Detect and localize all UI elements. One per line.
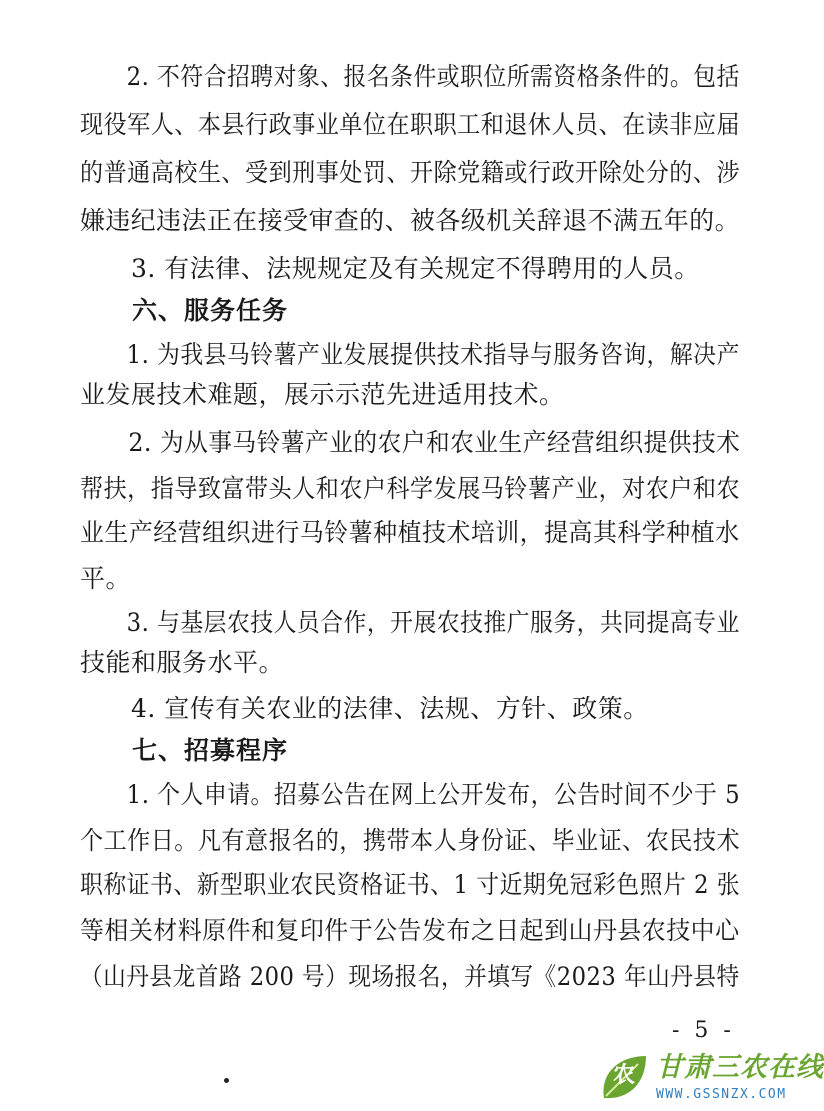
- body-line: 2. 不符合招聘对象、报名条件或职位所需资格条件的。包括: [80, 62, 740, 91]
- body-line: 业发展技术难题，展示示范先进适用技术。: [80, 380, 565, 409]
- body-line: 的普通高校生、受到刑事处罚、开除党籍或行政开除处分的、涉: [80, 158, 741, 187]
- stray-dot: [224, 1078, 229, 1083]
- body-line: 嫌违纪违法正在接受审查的、被各级机关辞退不满五年的。: [80, 206, 741, 235]
- leaf-logo-icon: [598, 1052, 650, 1104]
- body-line: 平。: [80, 564, 132, 593]
- body-line: （山丹县龙首路 200 号）现场报名，并填写《2023 年山丹县特: [80, 962, 740, 991]
- body-line: 个工作日。凡有意报名的，携带本人身份证、毕业证、农民技术: [80, 826, 741, 855]
- body-line: 2. 为从事马铃薯产业的农户和农业生产经营组织提供技术: [80, 428, 741, 457]
- body-line: 等相关材料原件和复印件于公告发布之日起到山丹县农技中心: [80, 916, 740, 945]
- page-number: - 5 -: [672, 1018, 735, 1043]
- section-heading-recruitment-procedure: 七、招募程序: [80, 736, 289, 765]
- body-line: 4. 宣传有关农业的法律、法规、方针、政策。: [80, 694, 649, 723]
- body-line: 3. 与基层农技人员合作，开展农技推广服务，共同提高专业: [80, 608, 740, 637]
- watermark-site-name: 甘肃三农在线: [656, 1052, 824, 1083]
- body-line: 3. 有法律、法规规定及有关规定不得聘用的人员。: [80, 254, 700, 283]
- body-line: 业生产经营组织进行马铃薯种植技术培训，提高其科学种植水: [80, 518, 740, 547]
- body-line: 职称证书、新型职业农民资格证书、1 寸近期免冠彩色照片 2 张: [80, 870, 741, 899]
- section-heading-service-tasks: 六、服务任务: [80, 296, 289, 325]
- body-line: 1. 为我县马铃薯产业发展提供技术指导与服务咨询，解决产: [80, 340, 740, 369]
- body-line: 1. 个人申请。招募公告在网上公开发布，公告时间不少于 5: [80, 780, 741, 809]
- body-line: 现役军人、本县行政事业单位在职职工和退休人员、在读非应届: [80, 110, 741, 139]
- site-watermark: [596, 1044, 824, 1111]
- watermark-leaf-char: 农: [612, 1063, 635, 1088]
- body-line: 技能和服务水平。: [80, 648, 285, 677]
- body-line: 帮扶，指导致富带头人和农户科学发展马铃薯产业，对农户和农: [80, 474, 741, 503]
- watermark-url: WWW.GSSNZX.COM: [656, 1087, 787, 1102]
